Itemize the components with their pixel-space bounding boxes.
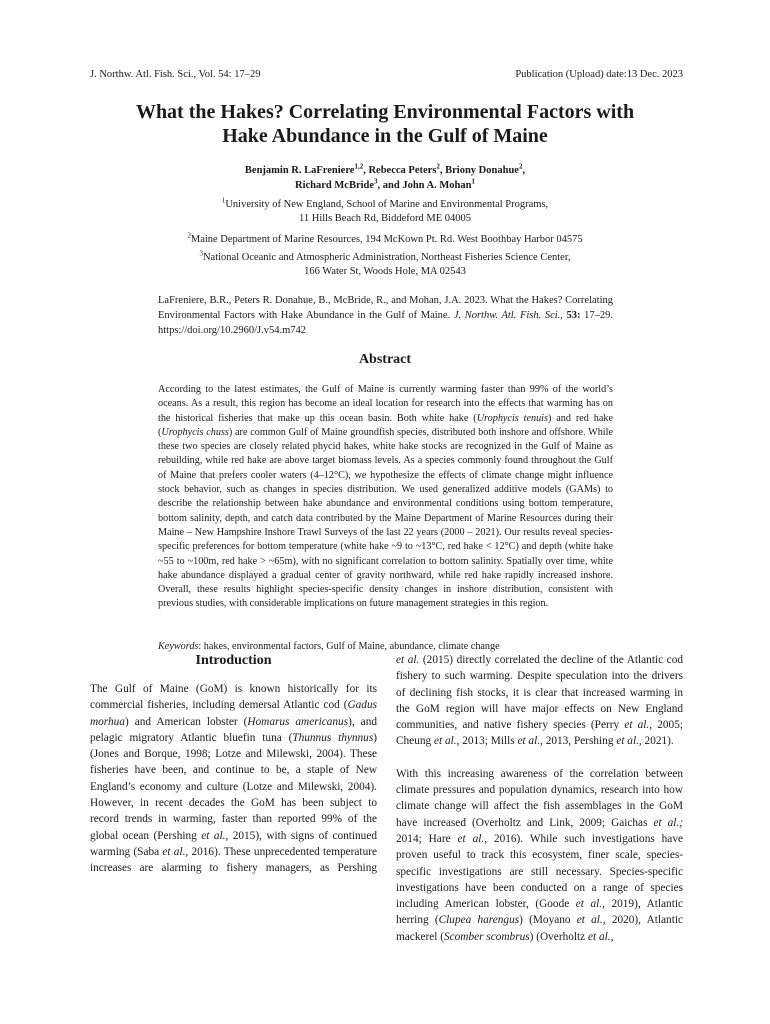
text-segment: The Gulf of Maine (GoM) is known historically for its commercial fisheries, including demersal Atlantic cod ( [90,683,377,712]
italic-term: et al., [433,735,460,748]
citation-text: , [560,310,567,321]
text-segment: 2015), with signs of continued warming (Saba [90,829,377,858]
affiliation-3 [110,251,660,279]
introduction-heading: Introduction [195,653,272,668]
text-segment: 2016). These unprecedented temperature increases are alarming to fishery managers, as Pershing [90,845,377,875]
author-name: , Rebecca Peters [363,165,437,176]
abstract-text [158,383,613,612]
intro-paragraph-1a [90,681,377,877]
affiliation-address: 166 Water St, Woods Hole, MA 02543 [304,266,466,277]
text-segment: 2005; Cheung [396,719,683,748]
citation-block [158,293,613,338]
abstract-heading: Abstract [358,352,412,367]
author-line-1 [120,163,650,178]
text-segment: 2013, Pershing [542,735,617,748]
text-segment: 2014; Hare [396,832,458,845]
author-name: Benjamin R. LaFreniere [244,165,355,176]
italic-term: et al., [575,898,605,911]
italic-term: et al., [588,930,614,943]
italic-term: et al., [576,914,606,927]
affiliation-mark: 1 [221,196,226,205]
citation-text: LaFreniere, B.R., Peters R. Donahue, B., McBride, R., and Mohan, J.A. 2023. What the Hakes? Correlating Environmental Factors with Hake Abundance in the Gulf of Maine. [158,295,613,321]
text-segment: (2015) directly correlated the decline of the Atlantic cod fishery to such warming. Despite speculation into the drivers of declining fish stocks, it is clear that increased warming in the GoM region will have major effects on New England communities, and native fishery species (Perry [396,654,683,732]
affiliation-address: 11 Hills Beach Rd, Biddeford ME 04005 [299,213,471,224]
italic-term: et al.; [653,816,683,829]
text-segment: 2021). [641,735,674,748]
paper-title [80,100,690,148]
text-segment: 2020), Atlantic mackerel ( [396,914,683,943]
species-name: Urophycis chuss [161,426,229,438]
affiliation-text: Maine Department of Marine Resources, 194 McKown Pt. Rd. West Boothbay Harbor 04575 [190,234,583,245]
author-name: Richard McBride [295,180,375,191]
text-segment: ) and American lobster ( [124,715,248,728]
keywords-label: Keywords [158,641,199,652]
affiliation-text: National Oceanic and Atmospheric Administration, Northeast Fisheries Science Center, [202,252,571,263]
text-segment: ) (Jones and Borque, 1998; Lotze and Milewski, 2004). These fisheries have been, and continue to be, a staple of New England’s economy and culture (Lotze and Milewski, 2004). However, in recent decades the GoM has been subject to record trends in warming, faster than reported 99% of the global ocean (Pershing [90,731,377,842]
author-name: , Briony Donahue [439,165,519,176]
citation-volume: 53: [566,310,581,321]
citation-doi[interactable]: 17–29. https://doi.org/10.2960/J.v54.m742 [158,310,614,336]
journal-reference: J. Northw. Atl. Fish. Sci., Vol. 54: 17–29 [90,69,261,80]
title-line-1: What the Hakes? Correlating Environmental Factors with [135,101,635,123]
italic-term: et al., [616,735,642,748]
text-segment: With this increasing awareness of the correlation between climate pressures and population dynamics, research into how climate change will affect the fish assemblages in the GoM have increased (Overholtz and Link, 2009; Gaichas [396,767,683,829]
text-segment: 2016). While such investigations have proven useful to track this ecosystem, finer scale, species-specific investigations are still necessary. Species-specific investigations have been conducted on a range of species including American lobster, (Goode [396,832,683,911]
text-segment: ) (Overholtz [529,930,588,943]
affiliation-2 [110,233,660,247]
italic-term: et al., [162,845,189,858]
italic-term: et al., [517,735,543,748]
abstract-segment: ) and red hake ( [158,412,613,438]
author-separator: , [522,165,526,176]
intro-column-right [396,652,683,961]
species-name: Urophycis tenuis [476,412,548,424]
italic-term: et al., [201,829,229,842]
abstract-segment: ) are common Gulf of Maine groundfish species, distributed both inshore and offshore. While these two species are closely related phycid hakes, white hake stocks are recognized in the Gulf of Maine as rebuilding, while red hake are above target biomass levels. As a species commonly found throughout the Gulf of Maine that prefers cooler waters (4–12°C), we hypothesize the effects of climate change might influence stock behavior, such as changes in species distribution. We used generalized additive models (GAMs) to describe the relationship between hake abundance and environmental conditions using bottom temperature, bottom salinity, depth, and catch data contributed by the Maine Department of Marine Resources during their Maine – New Hampshire Inshore Trawl Surveys of the last 22 years (2000 – 2021). Our results reveal species-specific preferences for bottom temperature (white hake ~9 to ~13°C, red hake < 12°C) and depth (white hake ~55 to ~100m, red hake > ~65m), with no significant correlation to bottom salinity. Spatially over time, white hake abundance displayed a gradual center of gravity northward, while red hake rapidly increased inshore. Overall, these results highlight species-specific density changes in inshore distribution, consistent with previous studies, with considerable implications on future management strategies in this region. [158,426,613,610]
italic-term: Homarus americanus [247,715,349,728]
italic-term: et al., [624,719,653,732]
text-segment: ) (Moyano [519,914,577,927]
author-affiliation-mark: 2 [518,162,523,171]
intro-paragraph-2 [396,766,683,945]
author-affiliation-mark: 1 [471,177,475,186]
publication-date: Publication (Upload) date:13 Dec. 2023 [515,69,683,80]
text-segment: ), and pelagic migratory Atlantic bluefin tuna ( [90,715,377,744]
keywords-text: : hakes, environmental factors, Gulf of Maine, abundance, climate change [198,641,500,652]
citation-journal: J. Northw. Atl. Fish. Sci. [453,310,561,321]
intro-paragraph-1b [396,652,683,750]
italic-term: et al. [396,654,420,666]
italic-term: Scomber scombrus [443,930,530,943]
title-line-2: Hake Abundance in the Gulf of Maine [222,125,548,147]
intro-column-left [90,681,377,893]
affiliation-mark: 3 [199,249,203,258]
affiliation-text: University of New England, School of Marine and Environmental Programs, [225,199,549,210]
italic-term: et al., [457,832,488,845]
affiliation-1 [110,198,660,226]
author-affiliation-mark: 1,2 [354,162,364,171]
text-segment: 2013; Mills [459,735,518,748]
author-line-2 [120,178,650,193]
author-affiliation-mark: 3 [374,177,378,186]
author-list [120,163,650,193]
author-affiliation-mark: 2 [436,162,440,171]
italic-term: Clupea harengus [438,914,520,927]
text-segment: 2019), Atlantic herring ( [396,898,683,927]
italic-term: Thunnus thynnus [292,731,374,744]
author-name: , and John A. Mohan [377,180,472,191]
running-header [90,69,683,80]
abstract-segment: According to the latest estimates, the Gulf of Maine is currently warming faster than 99% of the world’s oceans. As a result, this region has become an ideal location for research into the effects that warming has on the historical fisheries that make up this ocean basin. Both white hake ( [158,384,613,424]
italic-term: Gadus morhua [90,699,377,728]
affiliation-mark: 2 [187,231,191,240]
